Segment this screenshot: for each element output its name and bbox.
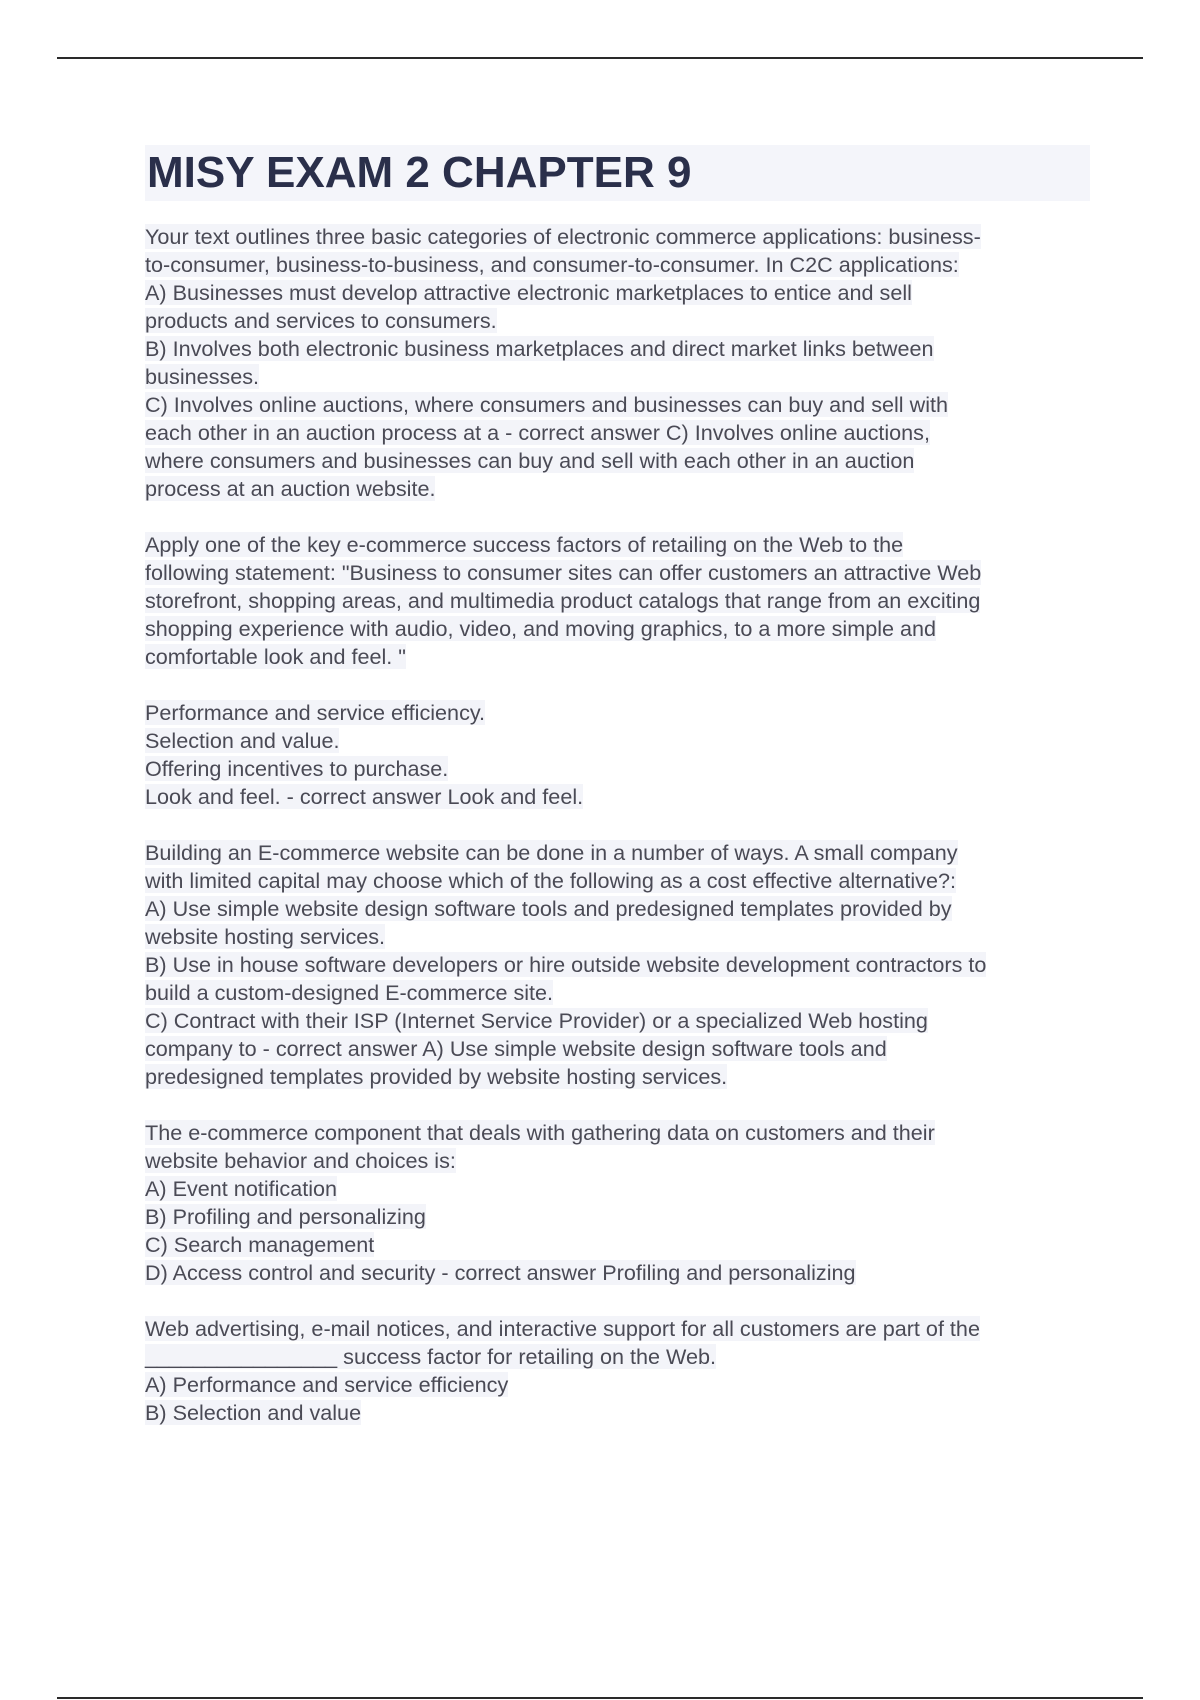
text-line-content: process at an auction website. [145,476,436,501]
text-line [145,867,1090,895]
text-line [145,699,1090,727]
text-line [145,587,1090,615]
text-line [145,839,1090,867]
question-block-2 [145,531,1090,671]
text-line [145,1315,1090,1343]
text-line [145,279,1090,307]
question-block-4 [145,839,1090,1091]
text-line-content: with limited capital may choose which of the following as a cost effective alternative?: [145,868,956,893]
text-line-content: B) Profiling and personalizing [145,1204,426,1229]
text-line [145,1119,1090,1147]
text-line [145,251,1090,279]
text-line-content: Offering incentives to purchase. [145,756,449,781]
text-line-content: website behavior and choices is: [145,1148,456,1173]
text-line-content: storefront, shopping areas, and multimedia product catalogs that range from an exciting [145,588,981,613]
question-block-1 [145,223,1090,503]
text-line-content: B) Use in house software developers or hire outside website development contractors to [145,952,987,977]
text-line [145,447,1090,475]
text-line [145,615,1090,643]
text-line [145,1259,1090,1287]
text-line [145,1231,1090,1259]
text-line-content: B) Selection and value [145,1400,362,1425]
question-block-5 [145,1119,1090,1287]
text-line-content: each other in an auction process at a - correct answer C) Involves online auctions, [145,420,930,445]
text-line-content: comfortable look and feel. " [145,644,406,669]
text-line [145,363,1090,391]
text-line [145,531,1090,559]
text-line-content: Building an E-commerce website can be done in a number of ways. A small company [145,840,958,865]
text-line [145,1371,1090,1399]
text-line-content: Selection and value. [145,728,340,753]
text-line [145,1175,1090,1203]
text-line-content: products and services to consumers. [145,308,497,333]
text-line-content: B) Involves both electronic business marketplaces and direct market links between [145,336,934,361]
text-line-content: The e-commerce component that deals with gathering data on customers and their [145,1120,935,1145]
text-line [145,307,1090,335]
text-line [145,475,1090,503]
text-line [145,1343,1090,1371]
text-line [145,419,1090,447]
bottom-rule [57,1697,1143,1699]
text-line [145,727,1090,755]
text-line-content: A) Performance and service efficiency [145,1372,509,1397]
text-line-content: businesses. [145,364,260,389]
text-line-content: C) Search management [145,1232,375,1257]
text-line [145,1035,1090,1063]
text-line-content: Your text outlines three basic categories of electronic commerce applications: business- [145,224,981,249]
top-rule [57,57,1143,59]
text-line-content: to-consumer, business-to-business, and consumer-to-consumer. In C2C applications: [145,252,959,277]
text-line-content: A) Businesses must develop attractive electronic marketplaces to entice and sell [145,280,912,305]
text-line-content: Apply one of the key e-commerce success factors of retailing on the Web to the [145,532,904,557]
text-line [145,391,1090,419]
text-line-content: A) Use simple website design software tools and predesigned templates provided by [145,896,952,921]
text-line [145,1203,1090,1231]
text-line-content: Web advertising, e-mail notices, and interactive support for all customers are part of the [145,1316,980,1341]
text-line-content: company to - correct answer A) Use simple website design software tools and [145,1036,887,1061]
question-block-6 [145,1315,1090,1427]
text-line-content: predesigned templates provided by website hosting services. [145,1064,728,1089]
text-line [145,1007,1090,1035]
text-line-content: build a custom-designed E-commerce site. [145,980,554,1005]
text-line [145,335,1090,363]
document-body [145,145,1090,1455]
text-line [145,1147,1090,1175]
text-line [145,643,1090,671]
text-line [145,559,1090,587]
text-line [145,951,1090,979]
text-line [145,895,1090,923]
text-line-content: C) Contract with their ISP (Internet Service Provider) or a specialized Web hosting [145,1008,928,1033]
text-line-content: ________________ success factor for retailing on the Web. [145,1344,717,1369]
text-line [145,783,1090,811]
text-line [145,1399,1090,1427]
text-line-content: following statement: "Business to consumer sites can offer customers an attractive Web [145,560,982,585]
text-line [145,223,1090,251]
page-title: MISY EXAM 2 CHAPTER 9 [145,145,1090,201]
text-line-content: website hosting services. [145,924,386,949]
text-line [145,979,1090,1007]
question-block-3 [145,699,1090,811]
text-line-content: D) Access control and security - correct answer Profiling and personalizing [145,1260,856,1285]
text-line-content: Look and feel. - correct answer Look and feel. [145,784,584,809]
text-line-content: shopping experience with audio, video, and moving graphics, to a more simple and [145,616,937,641]
text-line [145,923,1090,951]
text-line-content: A) Event notification [145,1176,338,1201]
text-line [145,1063,1090,1091]
text-line-content: where consumers and businesses can buy and sell with each other in an auction [145,448,915,473]
text-line [145,755,1090,783]
text-line-content: Performance and service efficiency. [145,700,486,725]
text-line-content: C) Involves online auctions, where consumers and businesses can buy and sell with [145,392,948,417]
